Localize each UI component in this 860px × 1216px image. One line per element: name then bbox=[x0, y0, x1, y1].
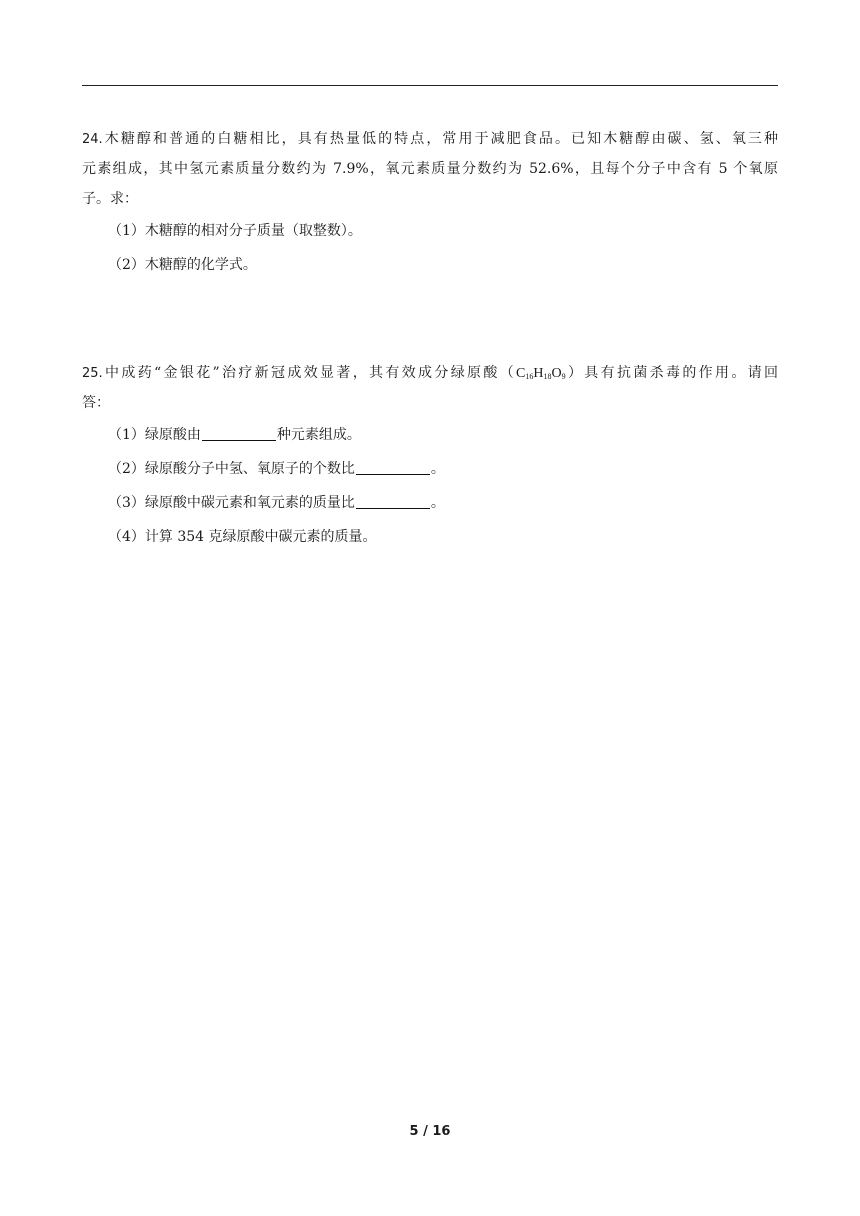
header-rule bbox=[82, 85, 778, 86]
question-25-stem-line-1: 25.中成药“金银花”治疗新冠成效显著，其有效成分绿原酸$(C_{16}H_{18}O_9)$具有抗菌杀毒的作用。请回 bbox=[82, 365, 778, 381]
answer-blank[interactable] bbox=[202, 424, 276, 441]
answer-blank[interactable] bbox=[356, 458, 430, 475]
question-24-item-2: （2）木糖醇的化学式。 bbox=[108, 257, 257, 273]
question-25 bbox=[82, 358, 778, 554]
question-25-item-1: （1）绿原酸由 种元素组成。 bbox=[82, 418, 778, 452]
chemical-formula: $C_{16}H_{18}O_9$ bbox=[516, 366, 566, 381]
question-25-stem-line-2: 答： bbox=[82, 395, 110, 411]
question-24-stem-line-2: 元素组成，其中氢元素质量分数约为 7.9%，氧元素质量分数约为 52.6%，且每个分子中含有 5 个氧原 bbox=[82, 161, 778, 177]
question-25-number: 25. bbox=[82, 366, 103, 381]
question-24-item-1: （1）木糖醇的相对分子质量（取整数）。 bbox=[108, 223, 362, 239]
question-25-item-3: （3）绿原酸中碳元素和氧元素的质量比 。 bbox=[82, 486, 778, 520]
question-24-stem-line-1: 24.木糖醇和普通的白糖相比，具有热量低的特点，常用于减肥食品。已知木糖醇由碳、氢、氧三种 bbox=[82, 131, 778, 147]
question-25-item-2: （2）绿原酸分子中氢、氧原子的个数比 。 bbox=[82, 452, 778, 486]
answer-blank[interactable] bbox=[356, 492, 430, 509]
question-24-stem-line-3: 子。求： bbox=[82, 191, 138, 207]
question-24 bbox=[82, 124, 778, 282]
page-number: 5 / 16 bbox=[409, 1124, 451, 1139]
question-25-item-4: （4）计算 354 克绿原酸中碳元素的质量。 bbox=[108, 529, 377, 545]
question-24-number: 24. bbox=[82, 132, 103, 147]
